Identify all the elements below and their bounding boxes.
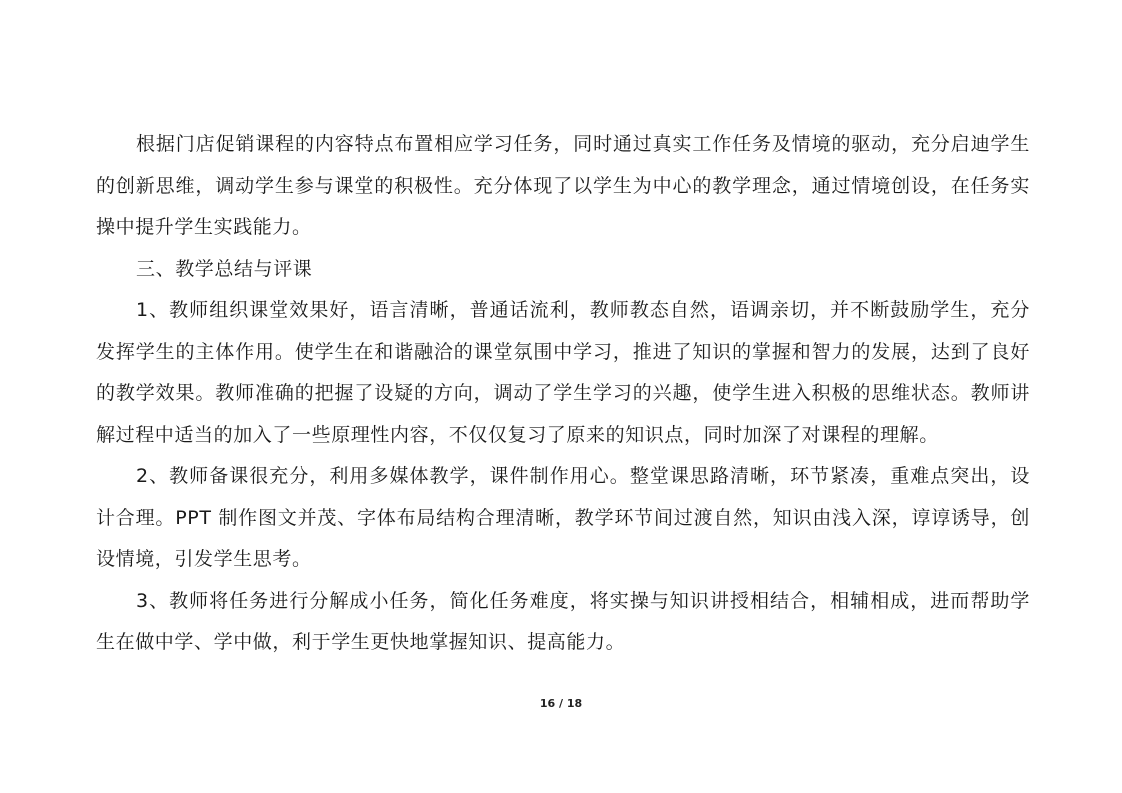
document-body	[96, 124, 1030, 664]
paragraph-point-2: 2、教师备课很充分，利用多媒体教学，课件制作用心。整堂课思路清晰，环节紧凑，重难点突出，设计合理。PPT 制作图文并茂、字体布局结构合理清晰，教学环节间过渡自然，知识由浅入深，谆谆诱导，创设情境，引发学生思考。	[96, 465, 1030, 570]
paragraph-point-3: 3、教师将任务进行分解成小任务，简化任务难度，将实操与知识讲授相结合，相辅相成，进而帮助学生在做中学、学中做，利于学生更快地掌握知识、提高能力。	[96, 589, 1030, 653]
section-heading-summary: 三、教学总结与评课	[136, 257, 313, 280]
paragraph-teaching-design: 根据门店促销课程的内容特点布置相应学习任务，同时通过真实工作任务及情境的驱动，充分启迪学生的创新思维，调动学生参与课堂的积极性。充分体现了以学生为中心的教学理念，通过情境创设，在任务实操中提升学生实践能力。	[96, 133, 1030, 238]
paragraph-point-1: 1、教师组织课堂效果好，语言清晰，普通话流利，教师教态自然，语调亲切，并不断鼓励学生，充分发挥学生的主体作用。使学生在和谐融洽的课堂氛围中学习，推进了知识的掌握和智力的发展，达到了良好的教学效果。教师准确的把握了设疑的方向，调动了学生学习的兴趣，使学生进入积极的思维状态。教师讲解过程中适当的加入了一些原理性内容，不仅仅复习了原来的知识点，同时加深了对课程的理解。	[96, 299, 1030, 446]
page-number: 16 / 18	[539, 697, 583, 710]
